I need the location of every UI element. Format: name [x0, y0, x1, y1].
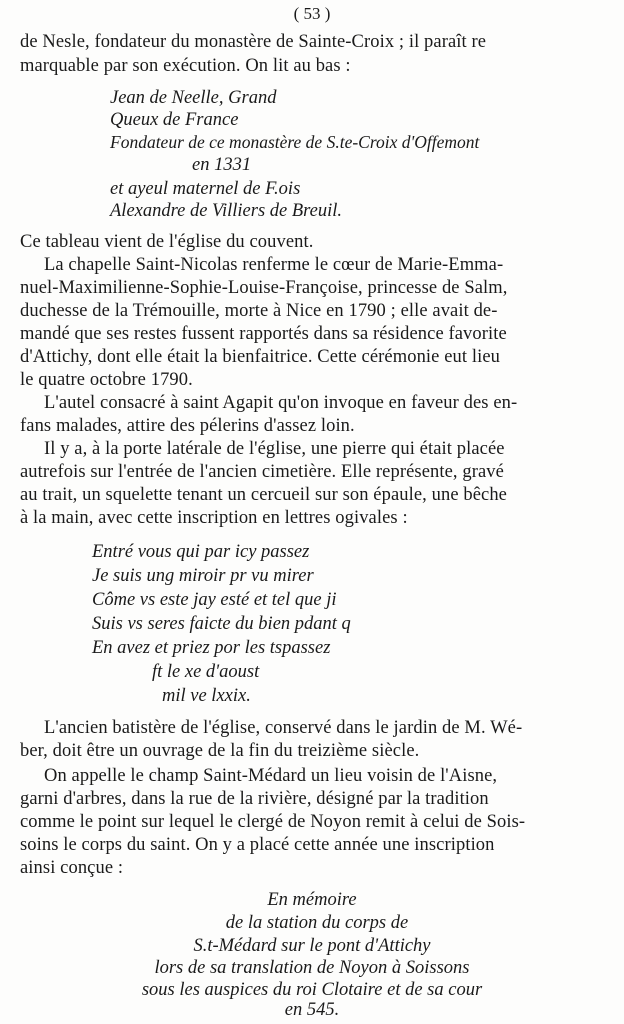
- inscription-line: Entré vous qui par icy passez: [92, 542, 310, 562]
- inscription-line: ft le xe d'aoust: [152, 662, 260, 682]
- text-line: duchesse de la Trémouille, morte à Nice en 1790 ; elle avait de-: [20, 301, 498, 321]
- text-line: fans malades, attire des pélerins d'assez loin.: [20, 416, 355, 436]
- inscription-line: Côme vs este jay esté et tel que ji: [92, 590, 337, 610]
- text-line: au trait, un squelette tenant un cercueil sur son épaule, une bêche: [20, 485, 507, 505]
- text-line: L'autel consacré à saint Agapit qu'on invoque en faveur des en-: [44, 393, 518, 413]
- text-line: ainsi conçue :: [20, 858, 124, 878]
- text-line: La chapelle Saint-Nicolas renferme le cœur de Marie-Emma-: [44, 255, 504, 275]
- inscription-line: Je suis ung miroir pr vu mirer: [92, 566, 314, 586]
- text-line: L'ancien batistère de l'église, conservé dans le jardin de M. Wé-: [44, 718, 523, 738]
- inscription-line: Fondateur de ce monastère de S.te-Croix d'Offemont: [110, 132, 480, 152]
- text-line: d'Attichy, dont elle était la bienfaitrice. Cette cérémonie eut lieu: [20, 347, 500, 367]
- inscription-line: et ayeul maternel de F.ois: [110, 179, 301, 199]
- inscription-line: mil ve lxxix.: [162, 686, 251, 706]
- text-line: Ce tableau vient de l'église du couvent.: [20, 232, 314, 252]
- inscription-line: de la station du corps de: [225, 913, 409, 933]
- inscription-line: sous les auspices du roi Clotaire et de sa cour: [141, 980, 483, 1000]
- text-line: soins le corps du saint. On y a placé cette année une inscription: [20, 835, 495, 855]
- text-line: Il y a, à la porte latérale de l'église, une pierre qui était placée: [44, 439, 505, 459]
- text-line: à la main, avec cette inscription en lettres ogivales :: [20, 508, 408, 528]
- inscription-line: Queux de France: [110, 110, 239, 130]
- text-line: mandé que ses restes fussent rapportés dans sa résidence favorite: [20, 324, 507, 344]
- text-line: On appelle le champ Saint-Médard un lieu voisin de l'Aisne,: [44, 766, 498, 786]
- text-line: comme le point sur lequel le clergé de Noyon remit à celui de Sois-: [20, 812, 526, 832]
- inscription-line: S.t-Médard sur le pont d'Attichy: [193, 936, 431, 956]
- inscription-line: en 545.: [284, 1000, 340, 1020]
- page-number: ( 53 ): [293, 4, 331, 23]
- inscription-line: lors de sa translation de Noyon à Soissons: [154, 958, 470, 978]
- text-line: garni d'arbres, dans la rue de la rivière, désigné par la tradition: [20, 789, 489, 809]
- inscription-line: Alexandre de Villiers de Breuil.: [110, 201, 343, 221]
- inscription-line: Suis vs seres faicte du bien pdant q: [92, 614, 351, 634]
- inscription-line: En avez et priez por les tspassez: [92, 638, 331, 658]
- text-line: autrefois sur l'entrée de l'ancien cimetière. Elle représente, gravé: [20, 462, 504, 482]
- text-line: de Nesle, fondateur du monastère de Sainte-Croix ; il paraît re: [20, 32, 487, 52]
- inscription-line: En mémoire: [267, 890, 357, 910]
- inscription-line: Jean de Neelle, Grand: [110, 88, 277, 108]
- text-line: nuel-Maximilienne-Sophie-Louise-Françoise, princesse de Salm,: [20, 278, 508, 298]
- text-line: le quatre octobre 1790.: [20, 370, 193, 390]
- inscription-line: en 1331: [192, 155, 252, 175]
- text-line: marquable par son exécution. On lit au bas :: [20, 56, 351, 76]
- text-line: ber, doit être un ouvrage de la fin du treizième siècle.: [20, 741, 420, 761]
